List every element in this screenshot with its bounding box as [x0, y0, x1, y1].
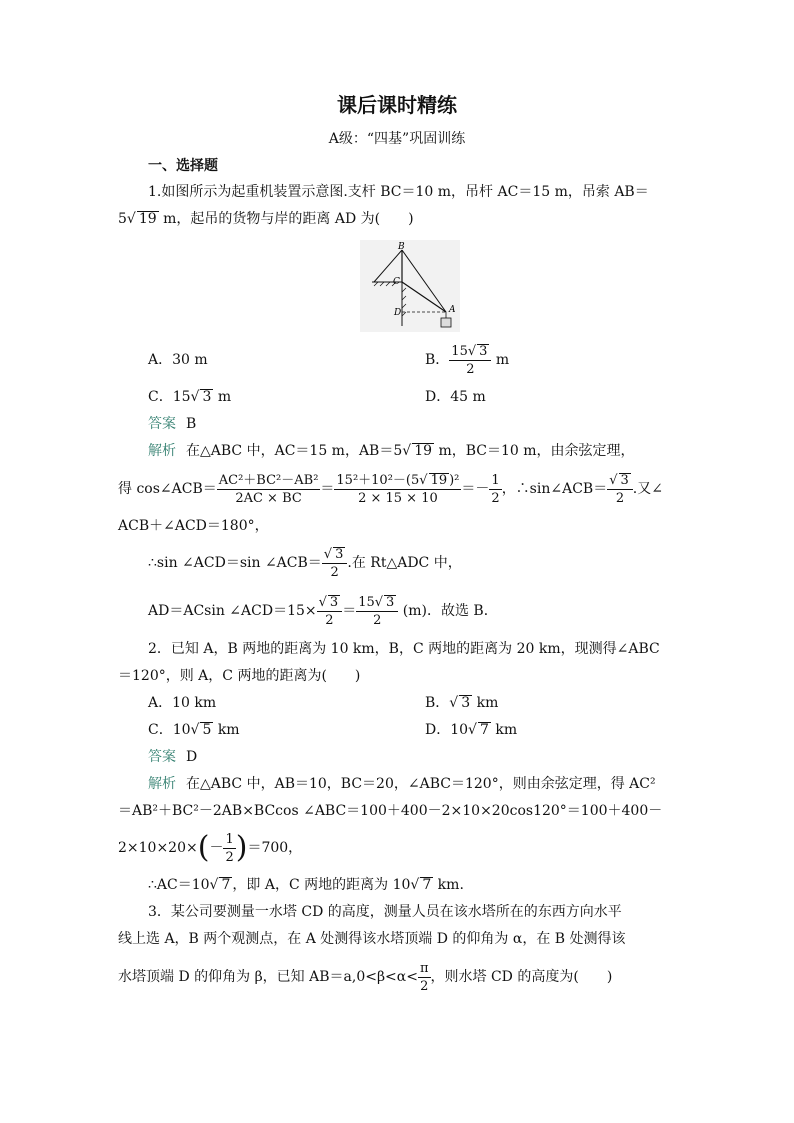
q1-option-b[interactable]: B． $\frac{15√ 3}{2}$ m — [425, 343, 510, 377]
q1-option-d[interactable]: D．45 m — [425, 389, 486, 405]
q3-stem-line3: 水塔顶端 D 的仰角为 β，已知 AB＝a,0<β<α< $\frac{\pi}{2}$ ，则水塔 CD 的高度为( ) — [118, 960, 613, 994]
q2-analysis-line2: ＝AB²＋BC²－2AB×BCcos ∠ABC＝100＋400－2×10×20cos120°＝100＋400－ — [118, 803, 663, 819]
label-a: A — [449, 305, 456, 315]
q2-option-d[interactable]: D．10√ 7 km — [425, 722, 518, 738]
q2-stem-line1: 2．已知 A，B 两地的距离为 10 km，B，C 两地的距离为 20 km，现测得∠ABC — [148, 641, 660, 657]
q1-option-c[interactable]: C．15√ 3 m — [148, 389, 232, 405]
label-d: D — [394, 308, 402, 318]
q2-analysis-line4: ∴AC＝10√ 7 ，即 A，C 两地的距离为 10√ 7 km. — [148, 877, 464, 893]
label-c: C — [393, 277, 400, 287]
q1-analysis-line5: AD＝ACsin ∠ACD＝15× $\frac{√ 3}{2}$ ＝ $\frac{15√ 3}{2}$ (m)．故选 B． — [148, 594, 498, 628]
q1-analysis-line4: ∴sin ∠ACD＝sin ∠ACB＝ $\frac{√ 3}{2}$ .在 Rt△ADC 中， — [148, 546, 462, 580]
q1-stem-line2: 5√ 19 m，起吊的货物与岸的距离 AD 为( ) — [118, 211, 414, 227]
q1-answer: 答案 B — [148, 416, 197, 432]
q2-answer: 答案 D — [148, 749, 198, 765]
q2-option-a[interactable]: A．10 km — [148, 695, 217, 711]
crane-diagram — [360, 240, 460, 332]
q1-analysis-line3: ACB＋∠ACD＝180°， — [118, 518, 269, 534]
section-heading: 一、选择题 — [148, 158, 218, 174]
q3-stem-line2: 线上选 A，B 两个观测点，在 A 处测得该水塔顶端 D 的仰角为 α，在 B 处测得该 — [118, 931, 626, 947]
page-subtitle: A级：“四基”巩固训练 — [328, 131, 466, 147]
q2-option-b[interactable]: B．√ 3 km — [425, 695, 499, 711]
q2-option-c[interactable]: C．10√ 5 km — [148, 722, 240, 738]
q1-option-a[interactable]: A．30 m — [148, 352, 208, 368]
q2-analysis-line3: 2×10×20×(－ $\frac{1}{2}$ )＝700， — [118, 830, 303, 865]
label-b: B — [398, 242, 405, 252]
q3-stem-line1: 3．某公司要测量一水塔 CD 的高度，测量人员在该水塔所在的东西方向水平 — [148, 904, 622, 920]
q2-analysis-line1: 解析 在△ABC 中，AB＝10，BC＝20，∠ABC＝120°，则由余弦定理，得 AC² — [148, 776, 656, 792]
q1-analysis-line1: 解析 在△ABC 中，AC＝15 m，AB＝5√ 19 m，BC＝10 m，由余弦定理， — [148, 443, 635, 459]
q1-analysis-line2: 得 cos∠ACB＝ $\frac{\text{AC²＋BC²－AB²}}{2AC \times BC}$ ＝ $\frac{\text{15²＋10²－(5√ 19 )²}}{2 \times 15 \times 10}$ ＝－ $\frac{1}{2}$ ，∴sin∠ACB＝ $\frac{√ 3}{2}$ .又∠ — [118, 472, 663, 506]
page-title: 课后课时精练 — [337, 93, 457, 117]
q2-stem-line2: ＝120°，则 A，C 两地的距离为( ) — [118, 668, 361, 684]
q1-stem-line1: 1.如图所示为起重机装置示意图.支杆 BC＝10 m，吊杆 AC＝15 m，吊索 AB＝ — [148, 184, 649, 200]
